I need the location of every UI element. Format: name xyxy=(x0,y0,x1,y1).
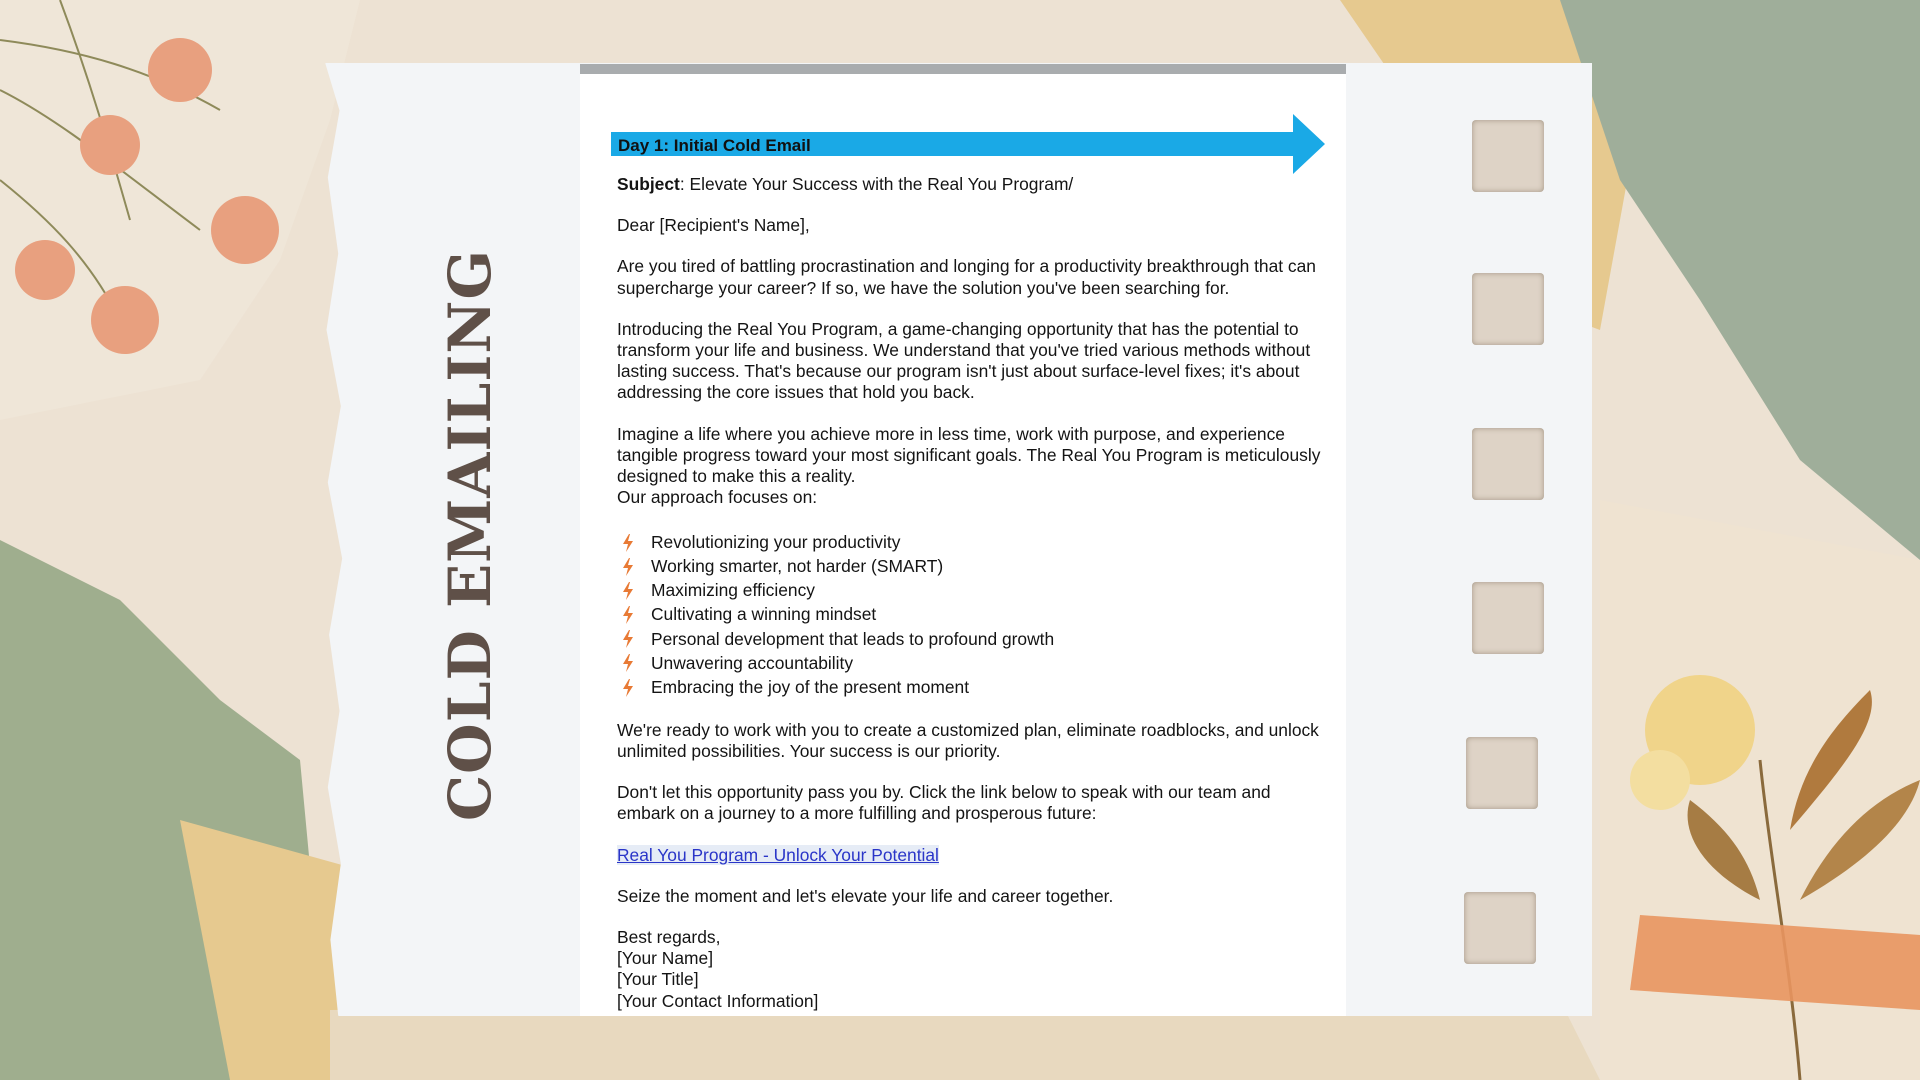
film-hole xyxy=(1472,273,1544,345)
list-item xyxy=(617,555,1329,579)
approach-intro: Our approach focuses on: xyxy=(617,487,818,508)
lightning-bolt-icon xyxy=(617,534,651,552)
lightning-bolt-icon xyxy=(617,558,651,576)
signature-line: Best regards, xyxy=(617,926,721,947)
paragraph: Introducing the Real You Program, a game-changing opportunity that has the potential to transform your life and business. We understand that you've tried various methods without lasting success. That's because our program isn't just about surface-level fixes; it's about addressing the core issues that hold you back. xyxy=(617,318,1311,403)
list-item xyxy=(617,603,1329,627)
list-item xyxy=(617,579,1329,603)
list-item-label: Personal development that leads to profound growth xyxy=(651,628,1055,649)
list-item-label: Embracing the joy of the present moment xyxy=(651,677,970,698)
list-item-label: Maximizing efficiency xyxy=(651,580,815,601)
lightning-bolt-icon xyxy=(617,582,651,600)
greeting: Dear [Recipient's Name], xyxy=(617,215,810,236)
email-document xyxy=(580,64,1346,1016)
subject-line xyxy=(617,174,1329,195)
lightning-bolt-icon xyxy=(617,679,651,697)
film-hole xyxy=(1472,120,1544,192)
paragraph: We're ready to work with you to create a customized plan, eliminate roadblocks, and unlock unlimited possibilities. Your success is our priority. xyxy=(617,719,1319,761)
signature-block xyxy=(617,927,1329,1012)
list-item-label: Working smarter, not harder (SMART) xyxy=(651,556,944,577)
film-hole xyxy=(1464,892,1536,964)
approach-list xyxy=(617,530,1329,699)
email-body xyxy=(617,174,1329,1012)
signature-line: [Your Contact Information] xyxy=(617,990,819,1011)
film-hole xyxy=(1472,428,1544,500)
film-hole xyxy=(1466,737,1538,809)
call-to-action: Seize the moment and let's elevate your life and career together. xyxy=(617,885,1114,906)
link-paragraph xyxy=(617,845,1329,866)
list-item xyxy=(617,627,1329,651)
signature-line: [Your Title] xyxy=(617,969,699,990)
side-title xyxy=(430,249,510,821)
green-scrap xyxy=(1560,0,1920,560)
paragraph: Imagine a life where you achieve more in less time, work with purpose, and experience tangible progress toward your most significant goals. The Real You Program is meticulously designed to make this a reality. xyxy=(617,423,1321,487)
list-item-label: Revolutionizing your productivity xyxy=(651,531,901,552)
list-item xyxy=(617,651,1329,675)
film-hole xyxy=(1472,582,1544,654)
subject-text: : Elevate Your Success with the Real You Program/ xyxy=(679,174,1074,194)
day-banner xyxy=(611,114,1331,174)
banner-title: Day 1: Initial Cold Email xyxy=(618,136,811,155)
lightning-bolt-icon xyxy=(617,654,651,672)
signature-line: [Your Name] xyxy=(617,948,714,969)
list-item-label: Unwavering accountability xyxy=(651,652,854,673)
list-item xyxy=(617,676,1329,700)
cold-emailing-title: COLD EMAILING xyxy=(436,249,504,821)
lightning-bolt-icon xyxy=(617,630,651,648)
paragraph: Don't let this opportunity pass you by. Click the link below to speak with our team and embark on a journey to a more fulfilling and prosperous future: xyxy=(617,782,1271,824)
list-item-label: Cultivating a winning mindset xyxy=(651,604,877,625)
lightning-bolt-icon xyxy=(617,606,651,624)
subject-label: Subject xyxy=(617,174,680,194)
program-link[interactable]: Real You Program - Unlock Your Potential xyxy=(617,844,939,865)
list-item xyxy=(617,530,1329,554)
paragraph: Are you tired of battling procrastination and longing for a productivity breakthrough that can supercharge your career? If so, we have the solution you've been searching for. xyxy=(617,256,1316,298)
